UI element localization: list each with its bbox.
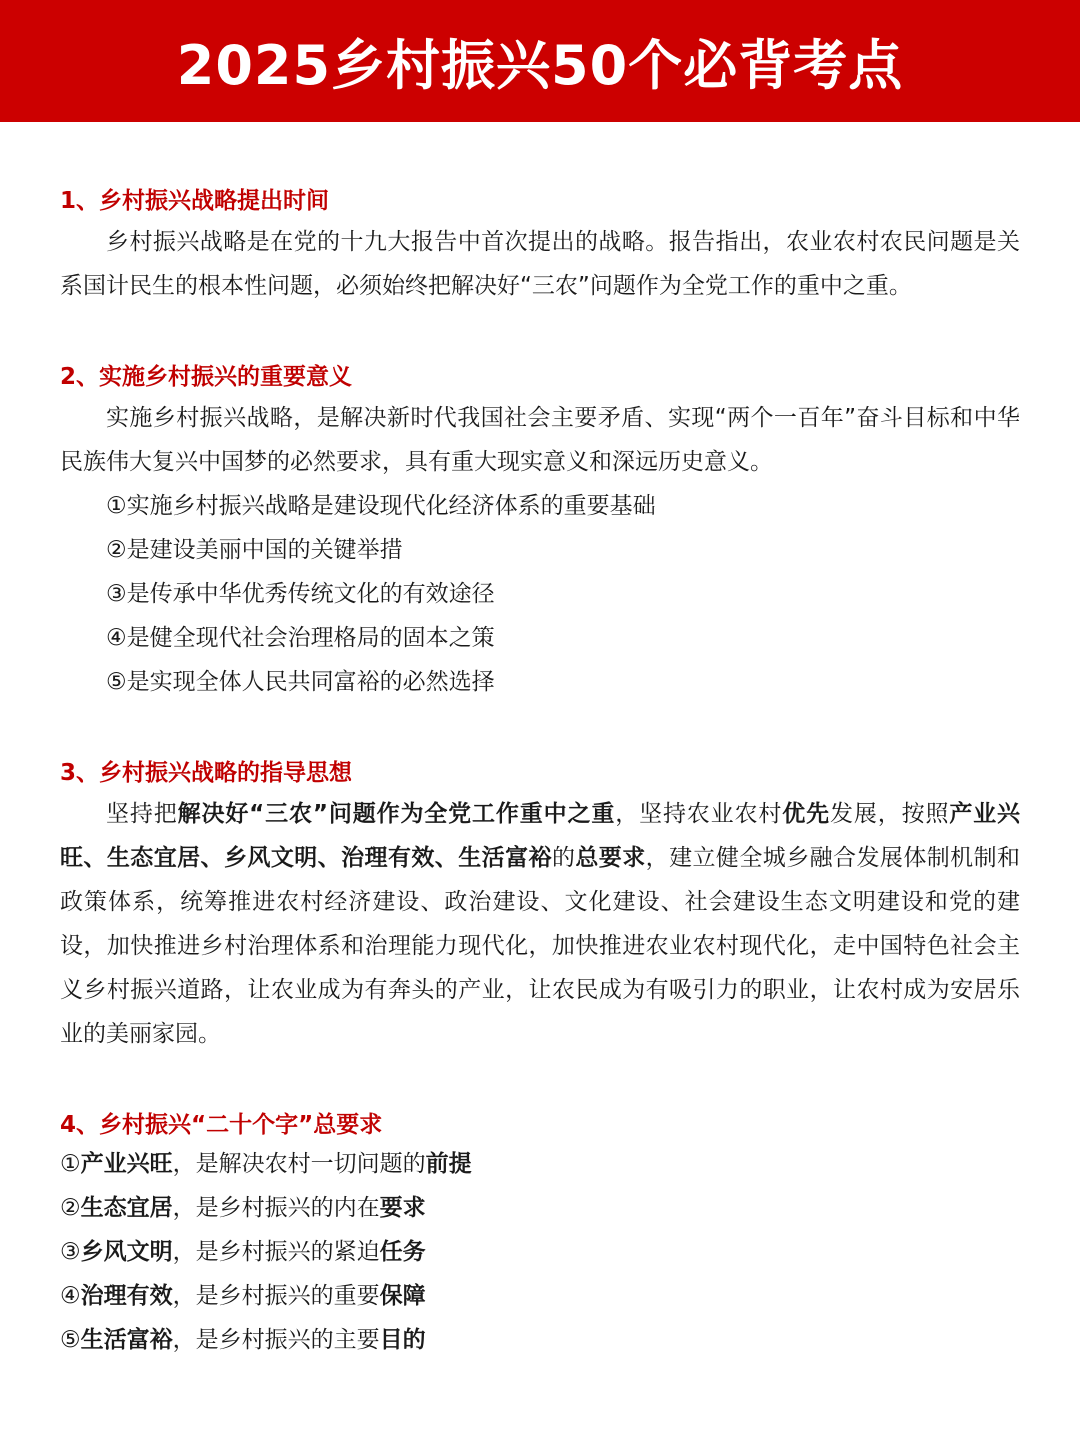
requirement-item-5	[60, 1318, 426, 1362]
item-desc: ，是乡村振兴的紧迫	[172, 1239, 380, 1265]
item-term: 乡风文明	[80, 1239, 173, 1265]
bold-phrase: 解决好“三农”问题作为全党工作重中之重	[177, 801, 616, 827]
item-desc: ，是乡村振兴的主要	[172, 1327, 380, 1353]
item-keyword: 要求	[379, 1195, 426, 1221]
section-2-item-5: ⑤是实现全体人民共同富裕的必然选择	[106, 669, 495, 695]
item-term: 生活富裕	[80, 1327, 173, 1353]
item-number: ③	[60, 1239, 81, 1265]
section-1-title: 1、乡村振兴战略提出时间	[60, 188, 330, 214]
requirement-item-3	[60, 1230, 426, 1274]
section-1-paragraph: 乡村振兴战略是在党的十九大报告中首次提出的战略。报告指出，农业农村农民问题是关系国计民生的根本性问题，必须始终把解决好“三农”问题作为全党工作的重中之重。	[60, 229, 1020, 299]
section-2-title: 2、实施乡村振兴的重要意义	[60, 364, 353, 390]
section-2-item-3: ③是传承中华优秀传统文化的有效途径	[106, 581, 495, 607]
item-number: ②	[60, 1195, 81, 1221]
item-keyword: 前提	[425, 1151, 472, 1177]
text-run: 坚持把	[106, 801, 178, 827]
item-desc: ，是乡村振兴的重要	[172, 1283, 380, 1309]
section-2-item-1: ①实施乡村振兴战略是建设现代化经济体系的重要基础	[106, 493, 656, 519]
text-run: 的	[551, 845, 576, 871]
bold-phrase: 优先	[782, 801, 830, 827]
item-term: 治理有效	[80, 1283, 173, 1309]
item-term: 产业兴旺	[80, 1151, 173, 1177]
item-number: ⑤	[60, 1327, 81, 1353]
item-number: ①	[60, 1151, 81, 1177]
section-3-paragraph	[60, 792, 1020, 1056]
section-2-paragraph: 实施乡村振兴战略，是解决新时代我国社会主要矛盾、实现“两个一百年”奋斗目标和中华民族伟大复兴中国梦的必然要求，具有重大现实意义和深远历史意义。	[60, 405, 1020, 475]
section-4-title: 4、乡村振兴“二十个字”总要求	[60, 1112, 383, 1138]
item-keyword: 目的	[379, 1327, 426, 1353]
requirement-item-4	[60, 1274, 426, 1318]
page-title: 2025乡村振兴50个必背考点	[176, 33, 904, 97]
requirement-item-2	[60, 1186, 426, 1230]
item-keyword: 保障	[379, 1283, 426, 1309]
section-2-item-4: ④是健全现代社会治理格局的固本之策	[106, 625, 495, 651]
item-desc: ，是解决农村一切问题的	[172, 1151, 426, 1177]
item-keyword: 任务	[379, 1239, 426, 1265]
text-run: 发展，按照	[830, 801, 950, 827]
item-number: ④	[60, 1283, 81, 1309]
section-2-item-2: ②是建设美丽中国的关键举措	[106, 537, 403, 563]
title-banner	[0, 0, 1080, 122]
section-3-title: 3、乡村振兴战略的指导思想	[60, 760, 353, 786]
bold-phrase: 产业兴旺、生态宜居、乡风文明、治理有效、生活富裕	[60, 801, 1021, 871]
item-term: 生态宜居	[80, 1195, 173, 1221]
bold-phrase: 总要求	[575, 845, 646, 871]
requirement-item-1	[60, 1142, 472, 1186]
text-run: ，坚持农业农村	[615, 801, 783, 827]
text-run: ，建立健全城乡融合发展体制机制和政策体系，统筹推进农村经济建设、政治建设、文化建设、社会建设生态文明建设和党的建设，加快推进乡村治理体系和治理能力现代化，加快推进农业农村现代化，走中国特色社会主义乡村振兴道路，让农业成为有奔头的产业，让农民成为有吸引力的职业，让农村成为安居乐业的美丽家园。	[60, 845, 1021, 1047]
item-desc: ，是乡村振兴的内在	[172, 1195, 380, 1221]
